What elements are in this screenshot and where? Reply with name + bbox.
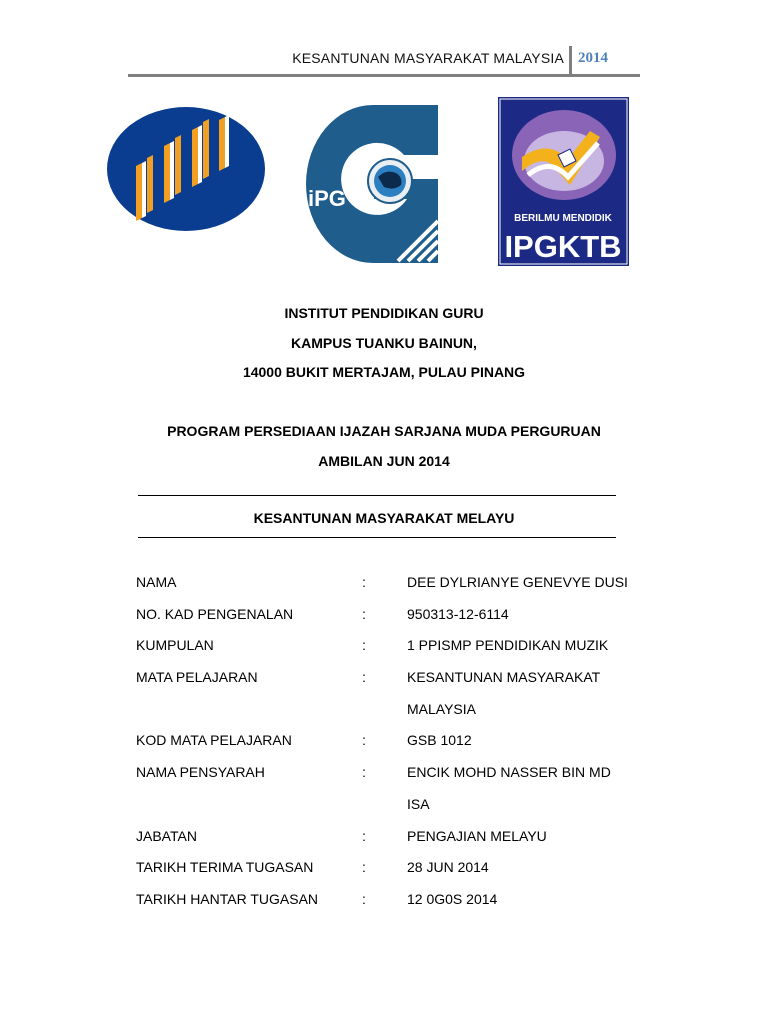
detail-row-submitted <box>0 891 768 913</box>
ipgktb-motto-text: BERILMU MENDIDIK <box>514 213 612 224</box>
ipgktb-logo <box>498 97 629 266</box>
detail-row-subject <box>0 669 768 691</box>
institution-line-2: KAMPUS TUANKU BAINUN, <box>291 335 477 351</box>
course-title: KESANTUNAN MASYARAKAT MELAYU <box>253 510 515 526</box>
detail-row-department <box>0 828 768 850</box>
header-rule <box>128 74 640 77</box>
detail-colon: : <box>362 732 366 748</box>
page-header <box>128 44 640 74</box>
detail-colon: : <box>362 637 366 653</box>
detail-row-code <box>0 732 768 754</box>
detail-label: JABATAN <box>136 828 197 844</box>
detail-row-received <box>0 859 768 881</box>
detail-label: NAMA PENSYARAH <box>136 764 265 780</box>
title-rule-top <box>138 495 616 496</box>
ipg-logo <box>306 103 440 265</box>
detail-colon: : <box>362 764 366 780</box>
ipg-logo-text: iPG <box>308 186 346 211</box>
detail-value: KESANTUNAN MASYARAKAT <box>407 669 601 685</box>
detail-value: DEE DYLRIANYE GENEVYE DUSI <box>407 574 628 590</box>
detail-colon: : <box>362 859 366 875</box>
detail-row-kumpulan <box>0 637 768 659</box>
detail-label: MATA PELAJARAN <box>136 669 258 685</box>
detail-colon: : <box>362 669 366 685</box>
detail-value: 12 0G0S 2014 <box>407 891 498 907</box>
detail-label: TARIKH TERIMA TUGASAN <box>136 859 314 875</box>
detail-value: 28 JUN 2014 <box>407 859 489 875</box>
detail-value: ENCIK MOHD NASSER BIN MD <box>407 764 611 780</box>
detail-row-lecturer-cont <box>0 796 768 818</box>
institution-line-3: 14000 BUKIT MERTAJAM, PULAU PINANG <box>242 364 526 380</box>
detail-row-ic <box>0 606 768 628</box>
detail-row-nama <box>0 574 768 596</box>
ipg-emblem-icon <box>306 103 440 265</box>
detail-value: ISA <box>407 796 430 812</box>
header-title: KESANTUNAN MASYARAKAT MALAYSIA <box>292 50 564 66</box>
detail-colon: : <box>362 574 366 590</box>
kpm-emblem-icon <box>106 106 268 232</box>
title-rule-bottom <box>138 537 616 538</box>
header-year: 2014 <box>578 50 608 66</box>
ipgktb-emblem-icon <box>498 97 629 266</box>
detail-value: MALAYSIA <box>407 701 476 717</box>
program-line-2: AMBILAN JUN 2014 <box>318 453 450 469</box>
detail-value: GSB 1012 <box>407 732 472 748</box>
detail-label: TARIKH HANTAR TUGASAN <box>136 891 319 907</box>
program-line-1: PROGRAM PERSEDIAAN IJAZAH SARJANA MUDA PERGURUAN <box>167 423 601 439</box>
detail-colon: : <box>362 891 366 907</box>
ipgktb-name-text: IPGKTB <box>504 229 622 264</box>
detail-value: 950313-12-6114 <box>407 606 509 622</box>
detail-label: KOD MATA PELAJARAN <box>136 732 292 748</box>
institution-line-1: INSTITUT PENDIDIKAN GURU <box>284 305 484 321</box>
detail-label: NAMA <box>136 574 177 590</box>
header-separator <box>569 46 572 74</box>
detail-colon: : <box>362 606 366 622</box>
detail-value: PENGAJIAN MELAYU <box>407 828 547 844</box>
detail-label: KUMPULAN <box>136 637 214 653</box>
detail-colon: : <box>362 828 366 844</box>
kpm-logo <box>106 106 268 232</box>
detail-row-subject-cont <box>0 701 768 723</box>
detail-row-lecturer <box>0 764 768 786</box>
detail-value: 1 PPISMP PENDIDIKAN MUZIK <box>407 637 609 653</box>
detail-label: NO. KAD PENGENALAN <box>136 606 294 622</box>
